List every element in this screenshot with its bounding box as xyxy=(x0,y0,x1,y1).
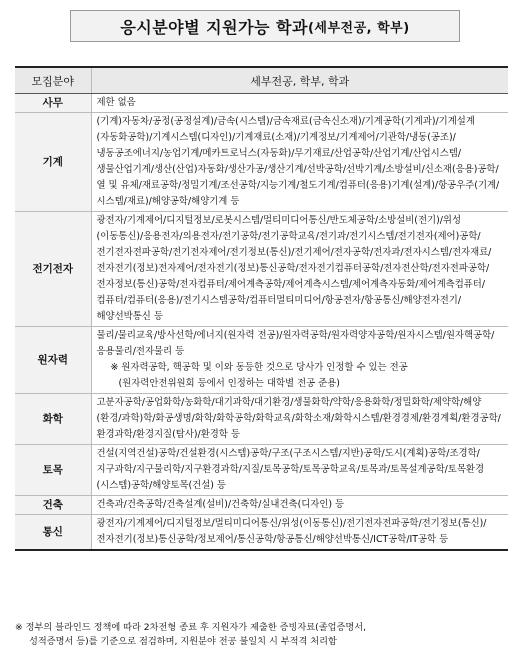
nuclear-note-detail: (원자력안전위원회 등에서 인정하는 대학별 전공 준용) xyxy=(118,378,340,389)
footnote-line-2: 성적증명서 등)를 기준으로 점검하며, 지원분야 전공 불일치 시 부적격 처리함 xyxy=(29,636,337,647)
title-main: 응시분야별 지원가능 학과 xyxy=(120,17,308,37)
departments-cell: 광전자/기계제어/디지털정보/로봇시스템/멀티미디어통신/반도체공학/소방설비(전기)/위성(이동통신)/응용전자/의용전자/전기공학/전기공학교육/전기과/전기시스템/전기전자(제어)공학/전기전자전파공학/전기전자제어/전기정보(통신)/전기제어/전자공학/전자과/전자시스템/전자재료/전자전기(정보)전자제어/전자전기(정보)통신공학/전자전기컴퓨터공학/전자전산학/전자전파공학/전자정보(통신)공학/전자컴퓨터/제어계측공학/제어계측시스템/제어계측자동화/제어계측컴퓨터/컴퓨터/컴퓨터(응용)/전기시스템공학/컴퓨터멀티미디어/항공전자/항공통신/해양전자전기/해양선박통신 등 xyxy=(91,212,508,327)
field-cell: 통신 xyxy=(15,515,91,551)
table-header-row xyxy=(15,67,508,94)
field-cell: 사무 xyxy=(15,94,91,113)
table-row xyxy=(15,94,508,113)
table-row xyxy=(15,496,508,515)
departments-cell: 고분자공학/공업화학/농화학/대기과학/대기환경/생물화학/약학/응용화학/정밀화학/제약학/해양(환경/과학)학/화공생명/화학/화학공학/화학교육/화학소재/화학시스템/환경경제/환경계획/환경공학/환경과학/환경지질(탐사)/환경학 등 xyxy=(91,394,508,445)
field-cell: 전기전자 xyxy=(15,212,91,327)
table-row xyxy=(15,212,508,327)
nuclear-note: ※ 원자력공학, 핵공학 및 이와 동등한 것으로 당사가 인정할 수 있는 전공 xyxy=(110,362,408,373)
table-row xyxy=(15,445,508,496)
field-cell: 토목 xyxy=(15,445,91,496)
departments-cell: 건설(지역건설)공학/건설환경(시스템)공학/구조(구조시스템/지반)공학/도시(계획)공학/조경학/지구과학/지구물리학/지구환경과학/지질/토목공학/토목공학교육/토목과/토목설계공학/토목환경(시스템)공학/해양토목(건설) 등 xyxy=(91,445,508,496)
department-table xyxy=(15,66,508,551)
table-row xyxy=(15,327,508,394)
field-cell: 화학 xyxy=(15,394,91,445)
header-field: 모집분야 xyxy=(15,67,91,94)
field-cell: 원자력 xyxy=(15,327,91,394)
footnote-line-1: ※ 정부의 블라인드 정책에 따라 2차전형 종료 후 지원자가 제출한 증빙자료(졸업증명서, xyxy=(15,622,367,633)
footnote xyxy=(15,621,510,649)
departments-cell: 건축과/건축공학/건축설계(설비)/건축학/실내건축(디자인) 등 xyxy=(91,496,508,515)
departments-cell: 광전자/기계제어/디지털정보/멀티미디어통신/위성(이동통신)/전기전자전파공학/전기정보(통신)/전자전기(정보)통신공학/정보제어/통신공학/항공통신/해양선박통신/ICT공학/IT공학 등 xyxy=(96,518,487,545)
page-title xyxy=(70,10,460,42)
field-cell: 기계 xyxy=(15,113,91,212)
departments-text: 물리/물리교육/방사선학/에너지(원자력 전공)/원자력공학/원자력양자공학/원자시스템/원자핵공학/응용물리/전자물리 등 xyxy=(96,330,495,357)
table-row xyxy=(15,394,508,445)
departments-cell: (기계)자동차/공정(공정설계)/금속(시스템)/금속재료(금속신소재)/기계공학(기계과)/기계설계(자동화공학)/기계시스템(디자인)/기계재료(소재)/기계정보/기계제어/기관학/냉동(공조)/냉동공조에너지/농업기계/메카트로닉스(자동화)/무기재료/산업공학/산업기계/산업시스템/생물산업기계/생산(산업)자동화/생산가공/생산기계/선박공학/선박기계/소방설비/신소재(응용)공학/열 및 유체/재료공학/정밀기계/조선공학/지능기계/철도기계/컴퓨터(응용)기계(설계)/항공우주(기계/시스템/재료)/해양공학/해양기계 등 xyxy=(91,113,508,212)
title-suffix: (세부전공, 학부) xyxy=(307,20,410,36)
field-cell: 건축 xyxy=(15,496,91,515)
header-departments: 세부전공, 학부, 학과 xyxy=(91,67,508,94)
departments-cell xyxy=(91,327,508,394)
departments-cell: 제한 없음 xyxy=(91,94,508,113)
table-row xyxy=(15,515,508,551)
table-row xyxy=(15,113,508,212)
